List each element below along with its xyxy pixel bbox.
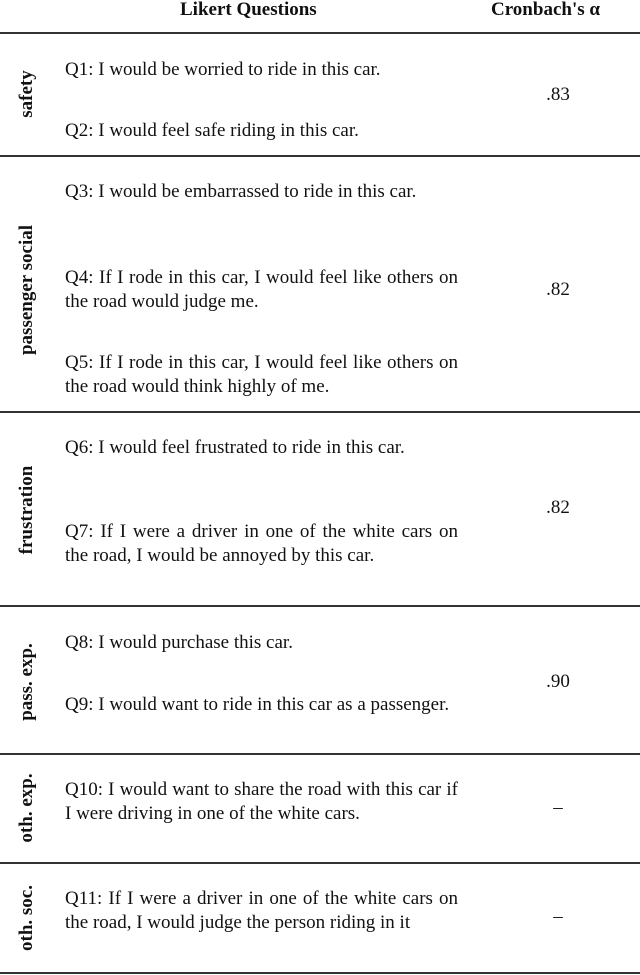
- table-rule: [0, 155, 640, 157]
- table-rule: [0, 605, 640, 607]
- table-rule: [0, 411, 640, 413]
- question-text: Q11: If I were a driver in one of the white cars on the road, I would judge the person riding in it: [65, 888, 458, 933]
- category-label: oth. exp.: [16, 773, 37, 843]
- category-label: passenger social: [16, 224, 37, 356]
- alpha-value: –: [553, 906, 563, 927]
- question-text: Q3: I would be embarrassed to ride in this car.: [65, 181, 417, 202]
- header-likert-questions: Likert Questions: [180, 0, 317, 20]
- question-text: Q2: I would feel safe riding in this car.: [65, 120, 359, 141]
- alpha-value: –: [553, 797, 563, 818]
- question-text: Q7: If I were a driver in one of the white cars on the road, I would be annoyed by this car.: [65, 521, 458, 566]
- alpha-value: .83: [546, 84, 570, 105]
- header-cronbach-alpha: Cronbach's α: [491, 0, 600, 20]
- alpha-value: .90: [546, 671, 570, 692]
- table-rule: [0, 862, 640, 864]
- alpha-value: .82: [546, 497, 570, 518]
- question-text: Q4: If I rode in this car, I would feel like others on the road would judge me.: [65, 267, 458, 312]
- alpha-value: .82: [546, 279, 570, 300]
- question-text: Q5: If I rode in this car, I would feel like others on the road would think highly of me.: [65, 352, 458, 397]
- category-label: safety: [16, 70, 37, 118]
- category-label: frustration: [16, 465, 37, 555]
- category-label: pass. exp.: [16, 643, 37, 721]
- question-text: Q10: I would want to share the road with this car if I were driving in one of the white cars.: [65, 779, 458, 824]
- category-label: oth. soc.: [16, 885, 37, 951]
- table-rule: [0, 972, 640, 974]
- question-text: Q9: I would want to ride in this car as a passenger.: [65, 694, 450, 715]
- question-text: Q8: I would purchase this car.: [65, 632, 293, 653]
- question-text: Q6: I would feel frustrated to ride in this car.: [65, 437, 405, 458]
- question-text: Q1: I would be worried to ride in this car.: [65, 59, 381, 80]
- table-rule: [0, 753, 640, 755]
- table-rule: [0, 32, 640, 34]
